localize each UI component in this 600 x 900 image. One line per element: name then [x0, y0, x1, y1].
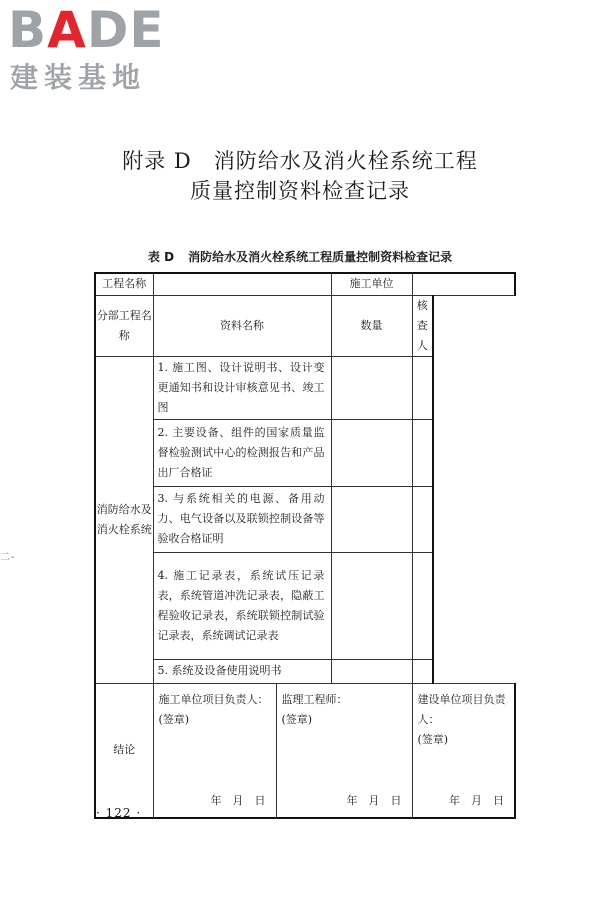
quantity-cell-2 — [331, 419, 412, 486]
reviewer-cell-5 — [412, 659, 433, 683]
margin-mark: 二 - — [0, 552, 14, 563]
contractor-seal: (签章) — [158, 712, 190, 726]
logo-accent-letter: A — [47, 1, 87, 59]
project-name-value — [153, 273, 331, 295]
supervisor-seal: (签章) — [281, 712, 313, 726]
contractor-role: 施工单位项目负责人： — [158, 692, 269, 706]
logo-wordmark: BADE — [8, 1, 165, 59]
owner-role: 建设单位项目负责人： — [417, 692, 506, 726]
contractor-signature-block — [153, 683, 276, 818]
bade-logo — [8, 1, 178, 96]
system-name-cell: 消防给水及消火栓系统 — [95, 356, 153, 683]
material-item-2: 2. 主要设备、组件的国家质量监督检验测试中心的检测报告和产品出厂合格证 — [153, 419, 331, 486]
header-subproject: 分部工程名称 — [95, 295, 153, 356]
quality-control-records-table — [94, 272, 516, 819]
reviewer-cell-3 — [412, 486, 433, 552]
quantity-cell-4 — [331, 552, 412, 659]
header-material-name: 资料名称 — [153, 295, 331, 356]
supervisor-signature-block — [276, 683, 412, 818]
construction-unit-value — [412, 273, 515, 295]
supervisor-role: 监理工程师： — [281, 692, 348, 706]
quantity-cell-3 — [331, 486, 412, 552]
owner-date: 年 月 日 — [449, 794, 504, 807]
table-caption — [0, 248, 600, 266]
material-item-3: 3. 与系统相关的电源、备用动力、电气设备以及联锁控制设备等验收合格证明 — [153, 486, 331, 552]
table-caption-text: 消防给水及消火栓系统工程质量控制资料检查记录 — [188, 250, 453, 264]
material-item-1: 1. 施工图、设计说明书、设计变更通知书和设计审核意见书、竣工图 — [153, 356, 331, 419]
header-reviewer: 核查人 — [412, 295, 433, 356]
owner-signature-block — [412, 683, 515, 818]
project-name-label: 工程名称 — [95, 273, 153, 295]
reviewer-cell-1 — [412, 356, 433, 419]
quantity-cell-1 — [331, 356, 412, 419]
contractor-date: 年 月 日 — [210, 794, 266, 807]
material-item-4: 4. 施工记录表，系统试压记录表，系统管道冲洗记录表，隐蔽工程验收记录表，系统联锁控制试验记录表，系统调试记录表 — [153, 552, 331, 659]
page-number: · 122 · — [96, 806, 142, 820]
owner-seal: (签章) — [417, 732, 449, 746]
reviewer-cell-2 — [412, 419, 433, 486]
supervisor-date: 年 月 日 — [346, 794, 402, 807]
construction-unit-label: 施工单位 — [331, 273, 412, 295]
conclusion-label: 结论 — [95, 683, 153, 818]
material-item-5: 5. 系统及设备使用说明书 — [153, 659, 331, 683]
logo-subtitle: 建装基地 — [10, 61, 147, 94]
quantity-cell-5 — [331, 659, 412, 683]
appendix-subtitle: 质量控制资料检查记录 — [190, 179, 410, 203]
header-quantity: 数量 — [331, 295, 412, 356]
reviewer-cell-4 — [412, 552, 433, 659]
table-number: 表 D — [147, 250, 175, 264]
appendix-title: 附录 D 消防给水及消火栓系统工程 — [122, 149, 478, 173]
